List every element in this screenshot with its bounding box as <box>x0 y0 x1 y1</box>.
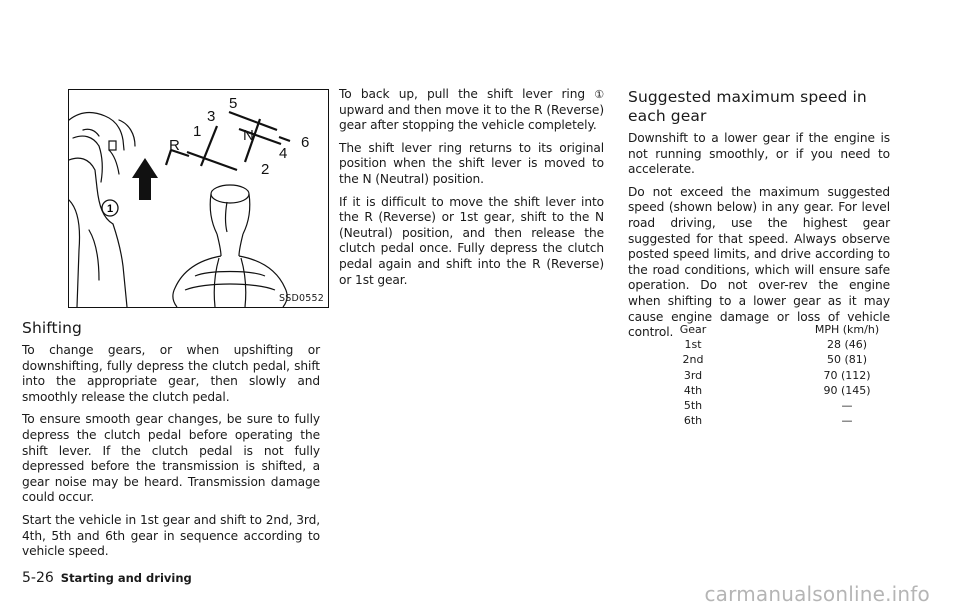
gear-cell: 4th <box>683 383 703 397</box>
right-column <box>628 88 890 348</box>
gear-cell: 3rd <box>683 368 703 382</box>
label-gear-5: 5 <box>229 95 238 112</box>
watermark: carmanualsonline.info <box>704 582 930 606</box>
gear-speed-table <box>647 323 897 429</box>
suggested-speed-heading: Suggested maximum speed in each gear <box>628 88 867 125</box>
gear-cell: 5th <box>683 398 703 412</box>
reverse-paragraph <box>339 87 604 134</box>
table-row <box>647 338 897 353</box>
shift-pattern-figure <box>68 89 329 308</box>
table-row <box>647 399 897 414</box>
table-header-row <box>647 323 897 338</box>
gear-cell: 6th <box>683 414 703 428</box>
page-number: 5-26 <box>22 570 54 586</box>
table-row <box>647 353 897 368</box>
shift-lever-illustration <box>69 90 328 307</box>
max-speed-paragraph: Do not exceed the maximum suggested speed (shown below) in any gear. For level road driving, use the highest gear suggested for that speed. Always observe posted speed limits, and drive according to the road conditions, which will ensure safe operation. Do not over-rev the engine when shifting to a lower gear as it may cause engine damage or loss of vehicle control. <box>628 184 890 340</box>
table-row <box>647 369 897 384</box>
middle-column <box>339 87 604 295</box>
gear-cell: 1st <box>684 338 702 352</box>
table-body <box>647 338 897 429</box>
speed-cell: 50 (81) <box>826 353 868 367</box>
ring-return-paragraph: The shift lever ring returns to its original position when the shift lever is moved to the N (Neutral) position. <box>339 140 604 186</box>
left-column <box>22 319 320 567</box>
table-row <box>647 414 897 429</box>
callout-number: 1 <box>106 203 114 215</box>
table-row <box>647 384 897 399</box>
speed-cell: — <box>841 414 853 428</box>
header-gear: Gear <box>679 323 707 336</box>
label-gear-6: 6 <box>301 134 310 151</box>
speed-cell: 28 (46) <box>826 338 868 352</box>
callout-symbol: ① <box>594 88 604 101</box>
speed-cell: 70 (112) <box>823 368 871 382</box>
page-footer <box>22 570 192 586</box>
figure-code: SSD0552 <box>279 293 324 304</box>
shifting-heading: Shifting <box>22 319 82 337</box>
label-gear-2: 2 <box>261 161 270 178</box>
gear-cell: 2nd <box>682 353 704 367</box>
shifting-paragraph-1: To change gears, or when upshifting or downshifting, fully depress the clutch pedal, shift into the appropriate gear, then slowly and smoothly release the clutch pedal. <box>22 343 320 404</box>
reverse-text-b: upward and then move it to the R (Reverse) gear after stopping the vehicle completely. <box>339 102 604 133</box>
label-reverse: R <box>169 137 180 154</box>
speed-cell: 90 (145) <box>823 383 871 397</box>
difficulty-paragraph: If it is difficult to move the shift lever into the R (Reverse) or 1st gear, shift to the N (Neutral) position, and then release the clutch pedal once. Fully depress the clutch pedal again and shift into the R (Reverse) or 1st gear. <box>339 194 604 287</box>
header-speed: MPH (km/h) <box>814 323 880 336</box>
label-neutral: N <box>243 127 254 144</box>
speed-cell: — <box>841 398 853 412</box>
reverse-text-a: To back up, pull the shift lever ring <box>339 87 595 101</box>
label-gear-4: 4 <box>279 145 288 162</box>
section-title: Starting and driving <box>60 571 192 585</box>
shifting-paragraph-3: Start the vehicle in 1st gear and shift to 2nd, 3rd, 4th, 5th and 6th gear in sequence according to vehicle speed. <box>22 512 320 559</box>
label-gear-3: 3 <box>207 108 216 125</box>
shifting-paragraph-2: To ensure smooth gear changes, be sure to fully depress the clutch pedal before operating the shift lever. If the clutch pedal is not fully depressed before the transmission is shifted, a gear noise may be heard. Transmission damage could occur. <box>22 412 320 505</box>
label-gear-1: 1 <box>193 123 202 140</box>
downshift-paragraph: Downshift to a lower gear if the engine is not running smoothly, or if you need to accelerate. <box>628 131 890 177</box>
